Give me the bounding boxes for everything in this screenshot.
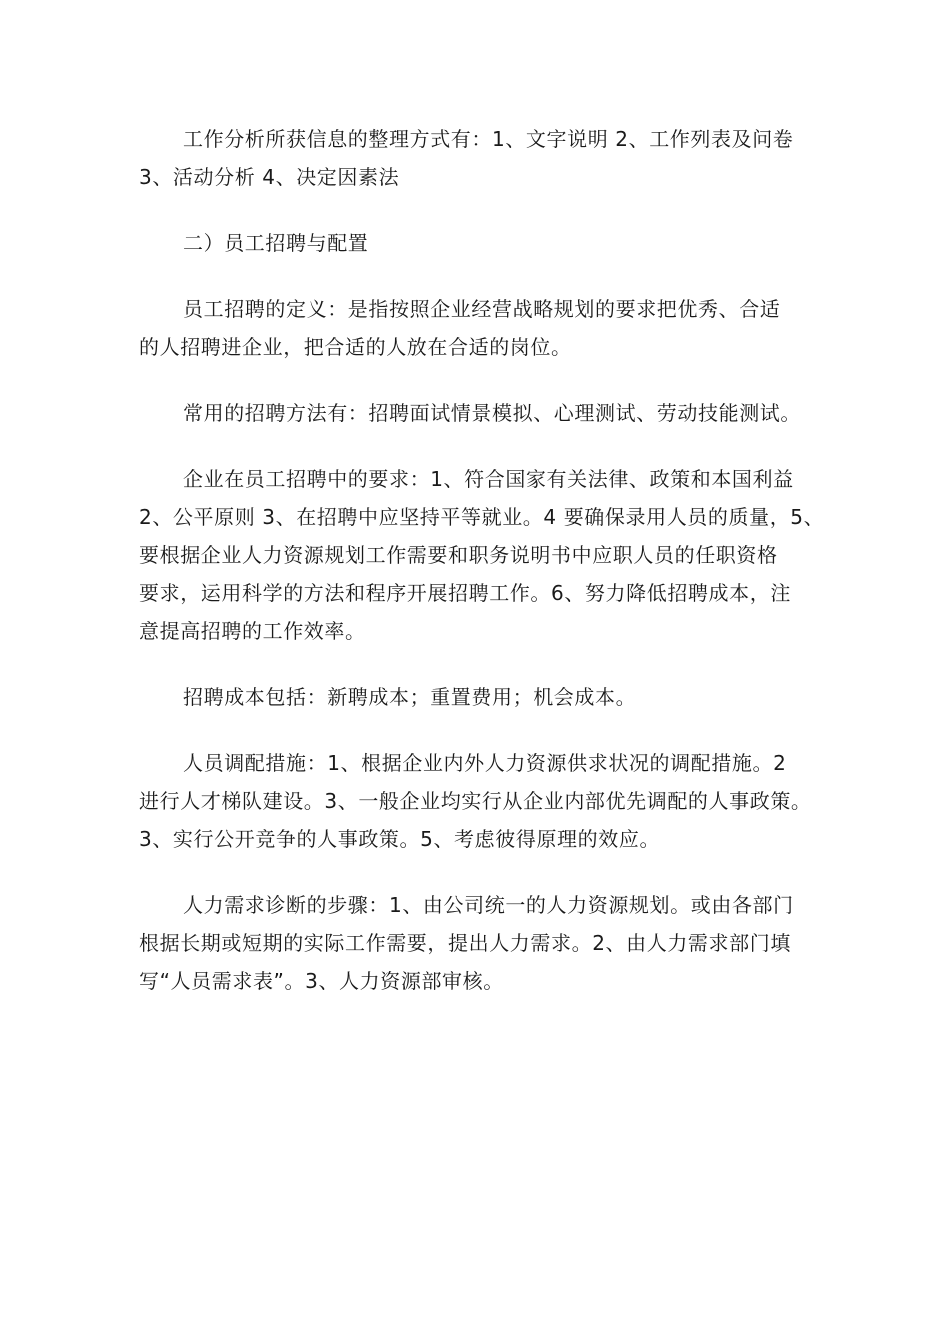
paragraph-line: 常用的招聘方法有：招聘面试情景模拟、心理测试、劳动技能测试。 [183,401,801,425]
paragraph-manpower-demand-diagnosis [139,886,829,1000]
paragraph-line: 人力需求诊断的步骤：1、由公司统一的人力资源规划。或由各部门 [183,893,794,917]
document-body [139,120,829,1028]
paragraph-line: 人员调配措施：1、根据企业内外人力资源供求状况的调配措施。2 [183,751,787,775]
paragraph-line: 进行人才梯队建设。3、一般企业均实行从企业内部优先调配的人事政策。 [139,789,812,813]
paragraph-line: 2、公平原则 3、在招聘中应坚持平等就业。4 要确保录用人员的质量，5、 [139,505,825,529]
paragraph-line: 要求，运用科学的方法和程序开展招聘工作。6、努力降低招聘成本，注 [139,581,791,605]
paragraph-line: 企业在员工招聘中的要求：1、符合国家有关法律、政策和本国利益 [183,467,794,491]
paragraph-recruitment-requirements [139,460,829,650]
paragraph-line: 员工招聘的定义：是指按照企业经营战略规划的要求把优秀、合适 [183,297,781,321]
section-heading-text: 二）员工招聘与配置 [183,231,369,255]
paragraph-job-analysis-info-organization [139,120,829,196]
paragraph-recruitment-cost [139,678,829,716]
paragraph-staff-allocation-measures [139,744,829,858]
paragraph-line: 写“人员需求表”。3、人力资源部审核。 [139,969,504,993]
paragraph-line: 工作分析所获信息的整理方式有：1、文字说明 2、工作列表及问卷 [183,127,794,151]
paragraph-common-recruitment-methods [139,394,829,432]
paragraph-line: 要根据企业人力资源规划工作需要和职务说明书中应职人员的任职资格 [139,543,778,567]
paragraph-line: 招聘成本包括：新聘成本；重置费用；机会成本。 [183,685,637,709]
paragraph-line: 意提高招聘的工作效率。 [139,619,366,643]
paragraph-line: 的人招聘进企业，把合适的人放在合适的岗位。 [139,335,572,359]
paragraph-line: 3、实行公开竞争的人事政策。5、考虑彼得原理的效应。 [139,827,661,851]
paragraph-recruitment-definition [139,290,829,366]
section-heading-recruitment [139,224,829,262]
paragraph-line: 根据长期或短期的实际工作需要，提出人力需求。2、由人力需求部门填 [139,931,791,955]
paragraph-line: 3、活动分析 4、决定因素法 [139,165,400,189]
